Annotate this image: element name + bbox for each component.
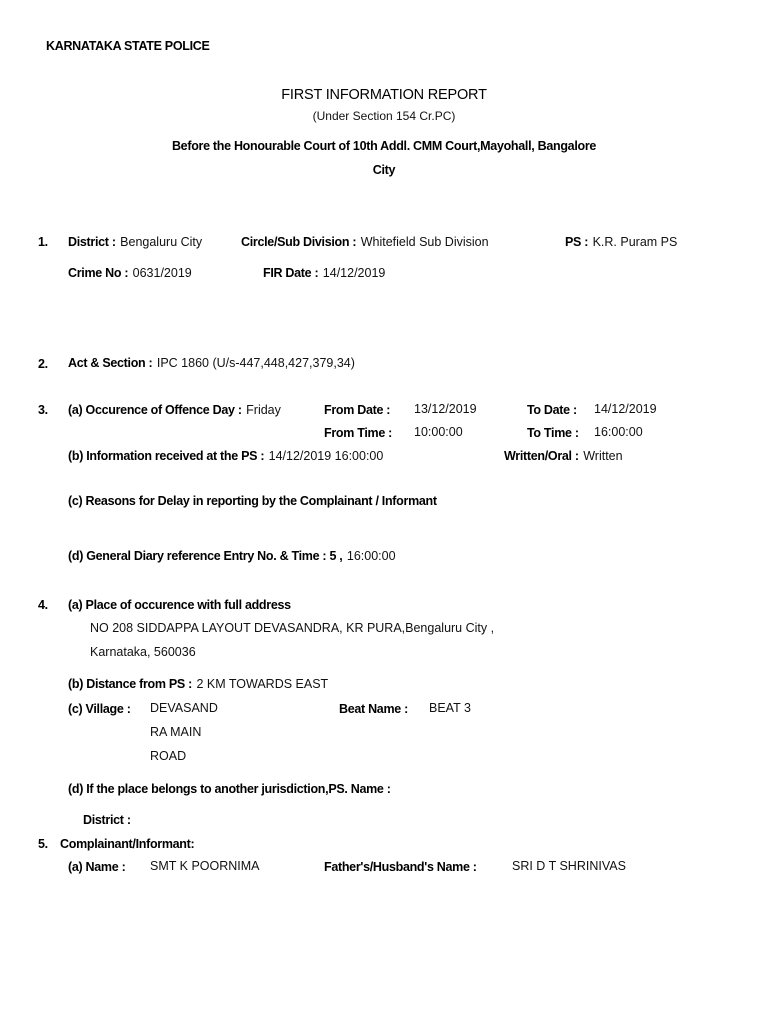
from-time-label: From Time : xyxy=(324,426,393,440)
report-subtitle: (Under Section 154 Cr.PC) xyxy=(312,109,456,123)
circle-label: Circle/Sub Division : xyxy=(241,235,357,249)
district-row xyxy=(68,234,202,250)
address-line-2: Karnataka, 560036 xyxy=(90,645,196,659)
to-date-value: 14/12/2019 xyxy=(594,402,657,416)
ps-label: PS : xyxy=(565,235,589,249)
beat-value: BEAT 3 xyxy=(429,701,471,715)
fir-date-label: FIR Date : xyxy=(263,266,319,280)
delay-reason-label: (c) Reasons for Delay in reporting by the Complainant / Informant xyxy=(68,494,437,508)
other-district-label: District : xyxy=(83,813,131,827)
written-oral-row xyxy=(504,448,623,464)
circle-row xyxy=(241,234,489,250)
court-line-1: Before the Honourable Court of 10th Addl. CMM Court,Mayohall, Bangalore xyxy=(171,139,597,153)
court-line-2: City xyxy=(372,163,396,177)
village-value-1: DEVASAND xyxy=(150,701,218,715)
offence-day-label: (a) Occurence of Offence Day : xyxy=(68,403,242,417)
section-1-number: 1. xyxy=(38,235,48,249)
from-time-value: 10:00:00 xyxy=(414,425,463,439)
section-2-number: 2. xyxy=(38,357,48,371)
fir-date-value: 14/12/2019 xyxy=(322,266,386,280)
address-line-1: NO 208 SIDDAPPA LAYOUT DEVASANDRA, KR PURA,Bengaluru City , xyxy=(90,621,495,635)
info-received-value: 14/12/2019 16:00:00 xyxy=(268,449,384,463)
ps-row xyxy=(565,234,677,250)
crime-value: 0631/2019 xyxy=(132,266,192,280)
distance-value: 2 KM TOWARDS EAST xyxy=(196,677,329,691)
section-4-number: 4. xyxy=(38,598,48,612)
written-oral-label: Written/Oral : xyxy=(504,449,579,463)
complainant-name-label: (a) Name : xyxy=(68,860,126,874)
to-date-label: To Date : xyxy=(527,403,577,417)
district-value: Bengaluru City xyxy=(120,235,203,249)
act-label: Act & Section : xyxy=(68,356,153,370)
to-time-value: 16:00:00 xyxy=(594,425,643,439)
place-label: (a) Place of occurence with full address xyxy=(68,598,291,612)
written-oral-value: Written xyxy=(583,449,623,463)
village-value-3: ROAD xyxy=(150,749,187,763)
gd-row xyxy=(68,548,396,564)
circle-value: Whitefield Sub Division xyxy=(360,235,489,249)
section-5-number: 5. xyxy=(38,837,48,851)
report-title: FIRST INFORMATION REPORT xyxy=(281,87,487,103)
father-husband-value: SRI D T SHRINIVAS xyxy=(512,859,626,873)
to-time-label: To Time : xyxy=(527,426,579,440)
distance-label: (b) Distance from PS : xyxy=(68,677,192,691)
district-label: District : xyxy=(68,235,116,249)
from-date-label: From Date : xyxy=(324,403,391,417)
gd-time-value: 16:00:00 xyxy=(346,549,396,563)
father-husband-label: Father's/Husband's Name : xyxy=(324,860,477,874)
crime-row xyxy=(68,265,192,281)
org-name: KARNATAKA STATE POLICE xyxy=(46,39,210,53)
act-value: IPC 1860 (U/s-447,448,427,379,34) xyxy=(156,356,355,370)
complainant-heading: Complainant/Informant: xyxy=(60,837,195,851)
from-date-value: 13/12/2019 xyxy=(414,402,477,416)
info-received-row xyxy=(68,448,383,464)
jurisdiction-label: (d) If the place belongs to another jurisdiction,PS. Name : xyxy=(68,782,391,796)
offence-day-row xyxy=(68,402,281,418)
act-row xyxy=(68,355,355,371)
complainant-name-value: SMT K POORNIMA xyxy=(150,859,260,873)
gd-label: (d) General Diary reference Entry No. & Time : 5 , xyxy=(68,549,343,563)
ps-value: K.R. Puram PS xyxy=(592,235,678,249)
section-3-number: 3. xyxy=(38,403,48,417)
crime-label: Crime No : xyxy=(68,266,129,280)
village-value-2: RA MAIN xyxy=(150,725,202,739)
offence-day-value: Friday xyxy=(246,403,281,417)
info-received-label: (b) Information received at the PS : xyxy=(68,449,265,463)
distance-row xyxy=(68,676,328,692)
beat-label: Beat Name : xyxy=(339,702,408,716)
fir-date-row xyxy=(263,265,385,281)
village-label: (c) Village : xyxy=(68,702,131,716)
